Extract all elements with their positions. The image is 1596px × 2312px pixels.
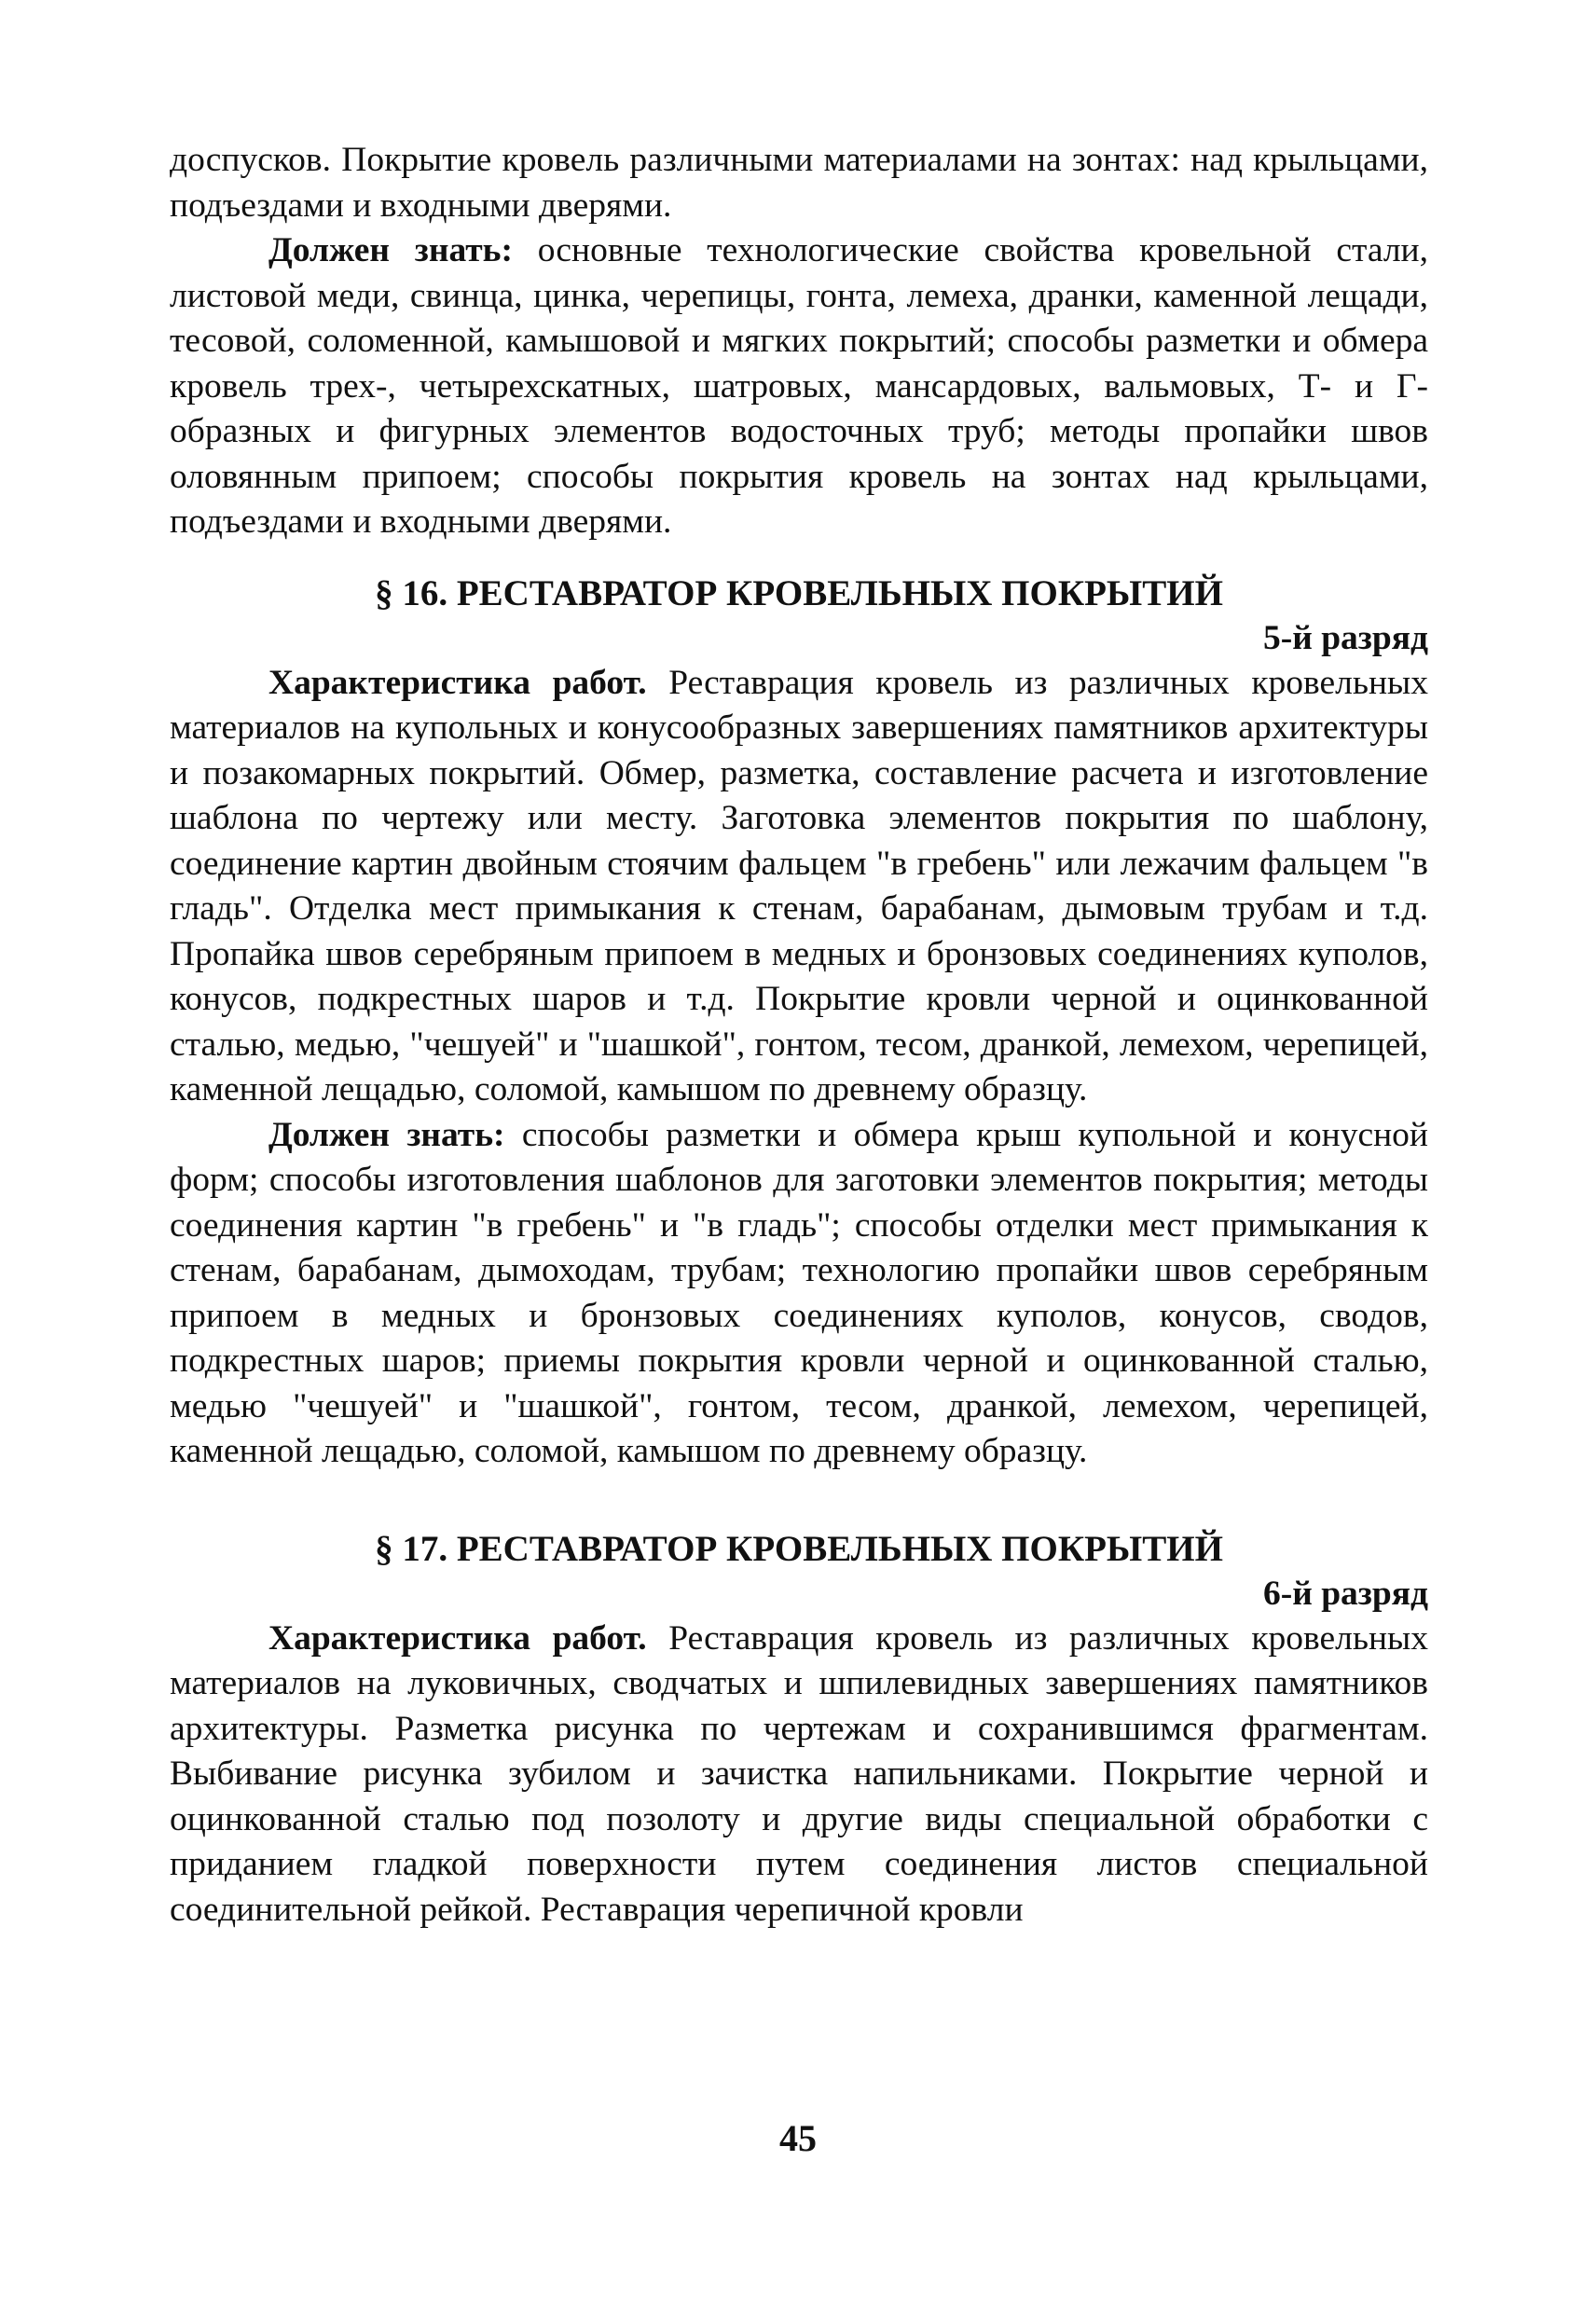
page-content [170,138,1428,1933]
intro-knowledge-paragraph [170,228,1428,545]
section-16-knowledge-paragraph [170,1113,1428,1475]
section-16-knowledge-text: способы разметки и обмера крыш купольной и конусной форм; способы изготовления шаблонов для заготовки элементов покрытия; методы соединения картин "в гребень" и "в гладь"; способы отделки мест примыкания к стенам, барабанам, дымоходам, трубам; технологию пропайки швов серебряным припоем в медных и бронзовых соединениях куполов, конусов, сводов, подкрестных шаров; приемы покрытия кровли черной и оцинкованной сталью, медью "чешуей" и "шашкой", гонтом, тесом, дранкой, лемехом, черепицей, каменной лещадью, соломой, камышом по древнему образцу. [170,1115,1428,1470]
section-16-title: § 16. РЕСТАВРАТОР КРОВЕЛЬНЫХ ПОКРЫТИЙ [375,572,1223,613]
section-17-work-label: Характеристика работ. [268,1618,647,1658]
page-number: 45 [779,2117,817,2159]
section-17-grade: 6-й разряд [1262,1574,1428,1613]
section-17-work-paragraph [170,1617,1428,1934]
section-17-work-text: Реставрация кровель из различных кровельных материалов на луковичных, сводчатых и шпилевидных завершениях памятников архитектуры. Разметка рисунка по чертежам и сохранившимся фрагментам. Выбивание рисунка зубилом и зачистка напильниками. Покрытие черной и оцинкованной сталью под позолоту и другие виды специальной обработки с приданием гладкой поверхности путем соединения листов специальной соединительной рейкой. Реставрация черепичной кровли [170,1618,1429,1929]
section-16-work-label: Характеристика работ. [268,663,647,702]
intro-continuation-text: доспусков. Покрытие кровель различными материалами на зонтах: над крыльцами, подъездами и входными дверями. [170,141,1428,225]
intro-knowledge-text: основные технологические свойства кровельной стали, листовой меди, свинца, цинка, черепицы, гонта, лемеха, дранки, каменной лещади, тесовой, соломенной, камышовой и мягких покрытий; способы разметки и обмера кровель трех-, четырехскатных, шатровых, мансардовых, вальмовых, Т- и Г-образных и фигурных элементов водосточных труб; методы пропайки швов оловянным припоем; способы покрытия кровель на зонтах над крыльцами, подъездами и входными дверями. [170,231,1428,541]
intro-knowledge-label: Должен знать: [268,231,513,269]
section-17-title: § 17. РЕСТАВРАТОР КРОВЕЛЬНЫХ ПОКРЫТИЙ [375,1528,1223,1569]
section-16-grade: 5-й разряд [1262,618,1428,657]
section-16-work-text: Реставрация кровель из различных кровельных материалов на купольных и конусообразных завершениях памятников архитектуры и позакомарных покрытий. Обмер, разметка, составление расчета и изготовление шаблона по чертежу или месту. Заготовка элементов покрытия по шаблону, соединение картин двойным стоячим фальцем "в гребень" или лежачим фальцем "в гладь". Отделка мест примыкания к стенам, барабанам, дымовым трубам и т.д. Пропайка швов серебряным припоем в медных и бронзовых соединениях куполов, конусов, подкрестных шаров и т.д. Покрытие кровли черной и оцинкованной сталью, медью, "чешуей" и "шашкой", гонтом, тесом, дранкой, лемехом, черепицей, каменной лещадью, соломой, камышом по древнему образцу. [170,663,1429,1108]
section-16-work-paragraph [170,661,1428,1113]
intro-continuation-paragraph [170,138,1428,228]
section-16-knowledge-label: Должен знать: [268,1115,505,1154]
